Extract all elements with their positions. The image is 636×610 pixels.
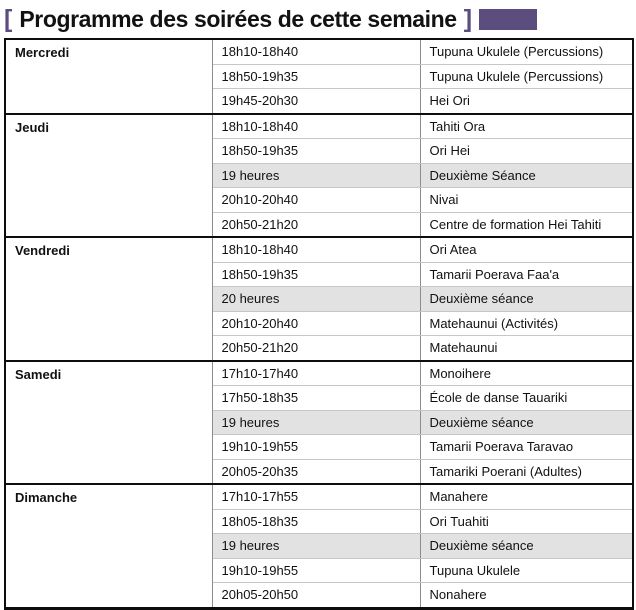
day-group-dimanche — [5, 484, 633, 608]
time-cell: 17h10-17h55 — [212, 484, 420, 509]
time-cell: 19h10-19h55 — [212, 558, 420, 583]
activity-cell: Nonahere — [429, 587, 487, 603]
day-cell: Samedi — [5, 361, 212, 485]
activity-cell: Deuxième séance — [420, 534, 633, 559]
activity-cell: Tupuna Ukulele (Percussions) — [420, 64, 633, 89]
time-cell: 18h10-18h40 — [212, 114, 420, 139]
day-cell: Dimanche — [5, 484, 212, 608]
activity-cell: Tahiti Ora — [420, 114, 633, 139]
day-cell: Mercredi — [5, 39, 212, 114]
activity-cell: Monoihere — [420, 361, 633, 386]
time-cell: 18h10-18h40 — [212, 237, 420, 262]
time-cell: 20h10-20h40 — [212, 311, 420, 336]
activity-cell: École de danse Tauariki — [420, 386, 633, 411]
activity-cell: Centre de formation Hei Tahiti — [429, 216, 602, 232]
time-cell: 20h50-21h20 — [212, 336, 420, 361]
time-cell: 19 heures — [212, 410, 420, 435]
activity-cell: Matehaunui — [429, 340, 498, 356]
time-cell: 20h10-20h40 — [212, 188, 420, 213]
activity-cell: Tamarii Poerava Faa'a — [420, 262, 633, 287]
time-cell: 20h05-20h50 — [212, 583, 420, 609]
activity-cell: Deuxième Séance — [420, 163, 633, 188]
time-cell: 18h50-19h35 — [212, 64, 420, 89]
activity-cell: Ori Atea — [420, 237, 633, 262]
activity-cell: Deuxième séance — [420, 287, 633, 312]
time-cell: 18h05-18h35 — [212, 509, 420, 534]
schedule-table — [4, 38, 634, 610]
time-cell: 18h50-19h35 — [212, 262, 420, 287]
table-row — [5, 237, 633, 262]
day-group-jeudi — [5, 114, 633, 238]
activity-cell: Ori Tuahiti — [420, 509, 633, 534]
day-group-samedi — [5, 361, 633, 485]
day-cell: Vendredi — [5, 237, 212, 361]
activity-cell: Tupuna Ukulele — [420, 558, 633, 583]
time-cell: 19h45-20h30 — [212, 89, 420, 114]
time-cell: 19 heures — [212, 534, 420, 559]
day-group-vendredi — [5, 237, 633, 361]
title-bracket-left-icon: [ — [4, 4, 13, 33]
table-row — [5, 361, 633, 386]
activity-cell: Tamarii Poerava Taravao — [420, 435, 633, 460]
day-group-mercredi — [5, 39, 633, 114]
table-row — [5, 484, 633, 509]
time-cell: 17h50-18h35 — [212, 386, 420, 411]
title-bracket-right-icon: ] — [463, 4, 473, 33]
activity-cell: Ori Hei — [420, 139, 633, 164]
activity-cell: Deuxième séance — [420, 410, 633, 435]
activity-cell: Tupuna Ukulele (Percussions) — [420, 39, 633, 64]
activity-cell: Hei Ori — [429, 93, 470, 109]
title-accent-bar — [479, 9, 537, 30]
time-cell: 18h10-18h40 — [212, 39, 420, 64]
time-cell: 20h50-21h20 — [212, 212, 420, 237]
activity-cell: Nivai — [420, 188, 633, 213]
activity-cell: Matehaunui (Activités) — [420, 311, 633, 336]
time-cell: 19h10-19h55 — [212, 435, 420, 460]
table-row — [5, 114, 633, 139]
time-cell: 19 heures — [212, 163, 420, 188]
time-cell: 17h10-17h40 — [212, 361, 420, 386]
title-text: Programme des soirées de cette semaine — [19, 5, 457, 32]
time-cell: 18h50-19h35 — [212, 139, 420, 164]
activity-cell: Manahere — [420, 484, 633, 509]
time-cell: 20h05-20h35 — [212, 459, 420, 484]
activity-cell: Tamariki Poerani (Adultes) — [429, 463, 582, 479]
time-cell: 20 heures — [212, 287, 420, 312]
page-title — [4, 0, 632, 38]
table-row — [5, 39, 633, 64]
day-cell: Jeudi — [5, 114, 212, 238]
